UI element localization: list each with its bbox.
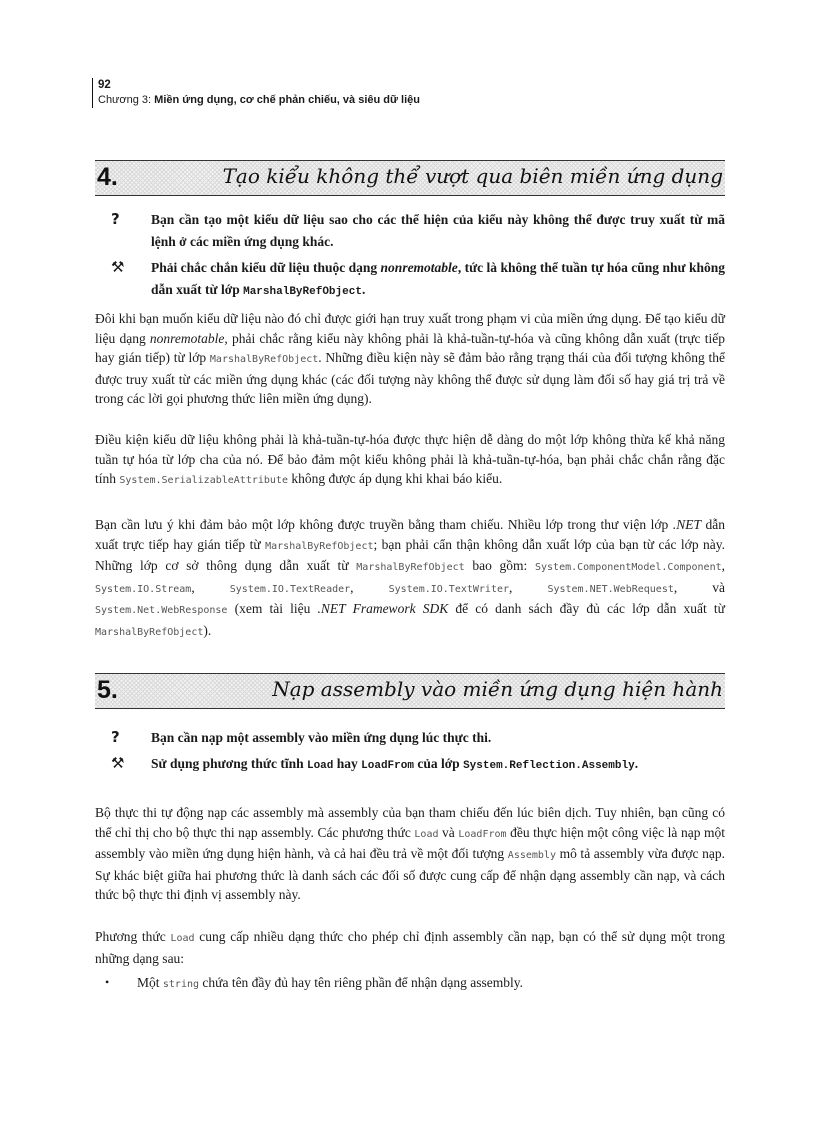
section-5-heading [95,673,725,709]
question-mark-icon: ? [111,210,120,228]
tools-icon: ⚒ [111,258,125,276]
section-5-problem [95,727,725,749]
section-4-problem-text: Bạn cần tạo một kiểu dữ liệu sao cho các thể hiện của kiểu này không thể được truy xuất từ mã lệnh ở các miền ứng dụng khác. [151,212,725,249]
section-5-solution-text: Sử dụng phương thức tĩnh Load hay LoadFrom của lớp System.Reflection.Assembly. [151,756,639,772]
section-5-number: 5. [97,676,118,704]
tools-icon: ⚒ [111,754,125,772]
section-5-paragraph-1: Bộ thực thi tự động nạp các assembly mà assembly của bạn tham chiếu đến lúc biên dịch. Tuy nhiên, bạn cũng có thể chỉ thị cho bộ thực thi nạp assembly. Các phương thức Load và LoadFrom đều thực hiện một công việc là nạp một assembly vào miền ứng dụng hiện hành, và cả hai đều trả về một đối tượng Assembly mô tả assembly vừa được nạp. Sự khác biệt giữa hai phương thức là danh sách các đối số được cung cấp để nhận dạng assembly cần nạp, và cách thức bộ thực thi định vị assembly này. [95,805,726,902]
section-4-number: 4. [97,163,118,191]
section-5-solution [95,753,725,777]
section-4-paragraph-3: Bạn cần lưu ý khi đảm bảo một lớp không được truyền bằng tham chiếu. Nhiều lớp trong thư viện lớp .NET dẫn xuất trực tiếp hay gián tiếp từ MarshalByRefObject; bạn phải cẩn thận không dẫn xuất lớp của bạn từ các lớp này. Những lớp cơ sở thông dụng dẫn xuất từ MarshalByRefObject bao gồm: System.ComponentModel.Component, System.IO.Stream, System.IO.TextReader, System.IO.TextWriter, System.NET.WebRequest, và System.Net.WebResponse (xem tài liệu .NET Framework SDK để có danh sách đầy đủ các lớp dẫn xuất từ MarshalByRefObject). [95,517,726,638]
section-4-paragraph-2: Điều kiện kiểu dữ liệu không phải là khả-tuần-tự-hóa được thực hiện dễ dàng do một lớp không thừa kế khả năng tuần tự hóa từ lớp cha của nó. Để bảo đảm một kiểu không phải là khả-tuần-tự-hóa, bạn phải chắc chắn rằng đặc tính System.SerializableAttribute không được áp dụng khi khai báo kiểu. [95,432,725,486]
section-4-problem [95,209,725,253]
section-5-problem-text: Bạn cần nạp một assembly vào miền ứng dụng lúc thực thi. [151,730,492,745]
section-4-title: Tạo kiểu không thể vượt qua biên miền ứng dụng [222,164,723,188]
bullet-icon: • [105,975,110,989]
chapter-label: Chương 3: [98,94,155,106]
section-4-heading [95,160,725,196]
section-4-solution [95,257,725,303]
list-item [95,973,725,995]
running-header [92,78,420,108]
section-5-title: Nạp assembly vào miền ứng dụng hiện hành [272,677,723,701]
section-4-paragraph-1: Đôi khi bạn muốn kiểu dữ liệu nào đó chỉ được giới hạn truy xuất trong phạm vi của miền ứng dụng. Để tạo kiểu dữ liệu dạng nonremotable, phải chắc rằng kiểu này không phải là khả-tuần-tự-hóa và cũng không dẫn xuất (trực tiếp hay gián tiếp) từ lớp MarshalByRefObject. Những điều kiện này sẽ đảm bảo rằng trạng thái của đối tượng không thể được truy xuất từ các miền ứng dụng khác (các đối tượng này không thể được sử dụng làm đối số hay giá trị trả về trong các lời gọi phương thức liên miền ứng dụng). [95,311,725,406]
question-mark-icon: ? [111,728,120,746]
section-5-paragraph-2: Phương thức Load cung cấp nhiều dạng thức cho phép chỉ định assembly cần nạp, bạn có thể sử dụng một trong những dạng sau: [95,929,725,966]
list-item-text: Một string chứa tên đầy đủ hay tên riêng phần để nhận dạng assembly. [137,975,523,990]
section-4-solution-text: Phải chắc chắn kiểu dữ liệu thuộc dạng nonremotable, tức là không thể tuần tự hóa cũng như không dẫn xuất từ lớp MarshalByRefObject. [151,260,725,298]
chapter-line [98,93,420,108]
chapter-title: Miền ứng dụng, cơ chế phản chiếu, và siêu dữ liệu [154,94,420,106]
page-number: 92 [98,79,111,91]
